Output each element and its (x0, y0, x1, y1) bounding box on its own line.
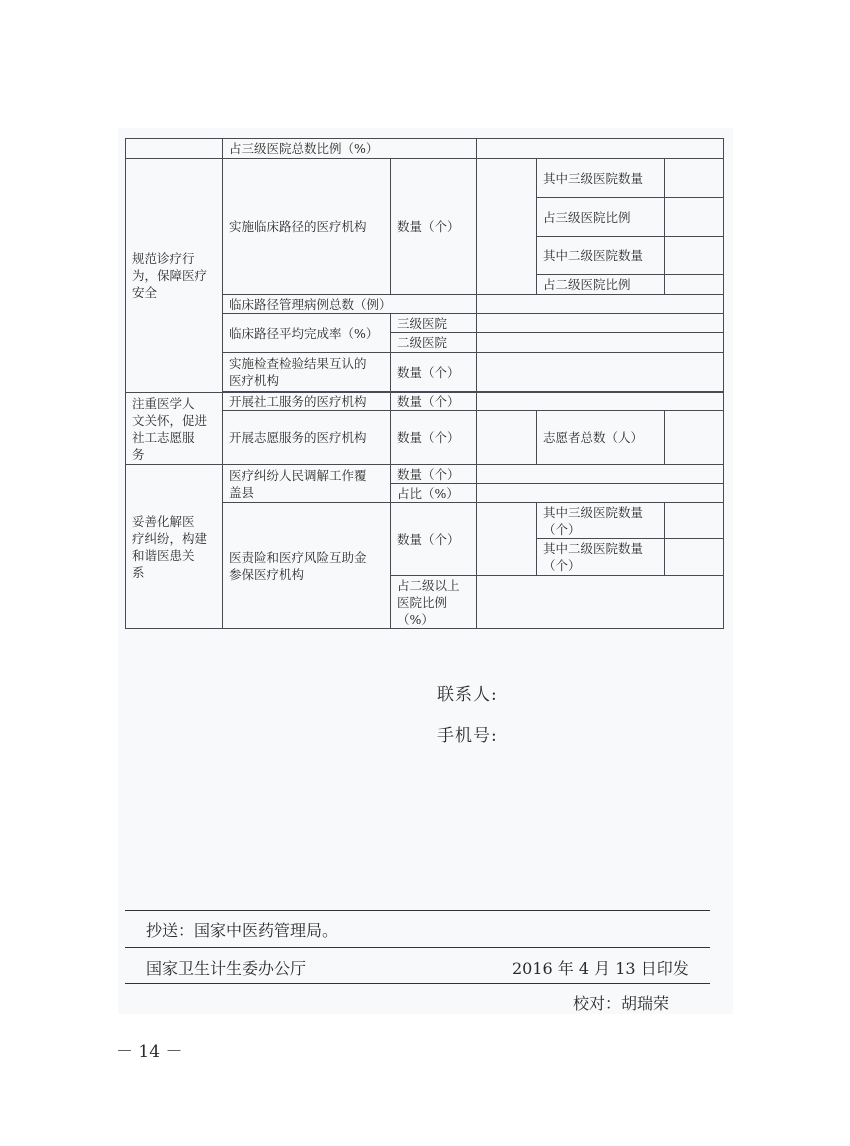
value-cell[interactable] (665, 275, 724, 295)
section-title: 注重医学人 文关怀，促进 社工志愿服 务 (126, 393, 223, 465)
unit-label: 数量（个） (391, 411, 477, 465)
value-cell[interactable] (477, 484, 724, 503)
unit-label: 占二级以上 医院比例 （%） (391, 576, 477, 629)
sub-item-label: 占二级医院比例 (537, 275, 665, 295)
unit-label: 占比（%） (391, 484, 477, 503)
statistics-table (125, 138, 724, 629)
page-number: － 14 － (116, 1042, 183, 1062)
value-cell[interactable] (477, 314, 724, 333)
sub-item-label: 其中二级医院数量 （个） (537, 539, 665, 576)
issuer-name: 国家卫生计生委办公厅 (146, 959, 307, 978)
item-label: 医疗纠纷人民调解工作覆 盖县 (223, 465, 391, 503)
cc-line: 抄送：国家中医药管理局。 (146, 921, 339, 940)
item-label: 实施检查检验结果互认的 医疗机构 (223, 353, 391, 392)
proofreader: 校对：胡瑞荣 (573, 994, 670, 1013)
value-cell[interactable] (477, 333, 724, 353)
item-label: 临床路径平均完成率（%） (223, 314, 391, 353)
value-cell[interactable] (665, 198, 724, 237)
item-label: 医责险和医疗风险互助金 参保医疗机构 (223, 503, 391, 629)
footer-rule-bottom (125, 983, 710, 984)
value-cell[interactable] (665, 411, 724, 465)
value-cell[interactable] (665, 237, 724, 275)
value-cell[interactable] (477, 393, 724, 411)
value-cell[interactable] (665, 539, 724, 576)
value-cell[interactable] (477, 503, 537, 576)
contact-phone-label: 手机号: (437, 726, 498, 746)
sub-item-label: 其中三级医院数量 （个） (537, 503, 665, 539)
unit-label: 数量（个） (391, 159, 477, 295)
value-cell[interactable] (665, 159, 724, 198)
sub-item-label: 三级医院 (391, 314, 477, 333)
section-title: 妥善化解医 疗纠纷，构建 和谐医患关 系 (126, 465, 223, 629)
unit-label: 数量（个） (391, 393, 477, 411)
item-label: 实施临床路径的医疗机构 (223, 159, 391, 295)
contact-person-label: 联系人: (437, 685, 498, 705)
value-cell[interactable] (477, 411, 537, 465)
issue-date: 2016 年 4 月 13 日印发 (512, 959, 689, 978)
sub-item-label: 其中三级医院数量 (537, 159, 665, 198)
value-cell[interactable] (477, 353, 724, 392)
sub-item-label: 其中二级医院数量 (537, 237, 665, 275)
sub-item-label: 二级医院 (391, 333, 477, 353)
footer-rule-top (125, 910, 710, 911)
value-cell[interactable] (477, 295, 724, 314)
item-label: 占三级医院总数比例（%） (223, 139, 477, 159)
section-title: 规范诊疗行 为，保障医疗 安全 (126, 159, 223, 393)
sub-item-label: 志愿者总数（人） (537, 411, 665, 465)
value-cell[interactable] (477, 159, 537, 295)
sub-item-label: 占三级医院比例 (537, 198, 665, 237)
footer-rule-middle (125, 947, 710, 948)
value-cell[interactable] (477, 576, 724, 629)
item-label: 开展志愿服务的医疗机构 (223, 411, 391, 465)
unit-label: 数量（个） (391, 353, 477, 392)
item-label: 开展社工服务的医疗机构 (223, 393, 391, 411)
value-cell[interactable] (665, 503, 724, 539)
section-cell-empty (126, 139, 223, 159)
unit-label: 数量（个） (391, 465, 477, 484)
item-label: 临床路径管理病例总数（例） (223, 295, 477, 314)
value-cell[interactable] (477, 465, 724, 484)
value-cell[interactable] (477, 139, 724, 159)
unit-label: 数量（个） (391, 503, 477, 576)
